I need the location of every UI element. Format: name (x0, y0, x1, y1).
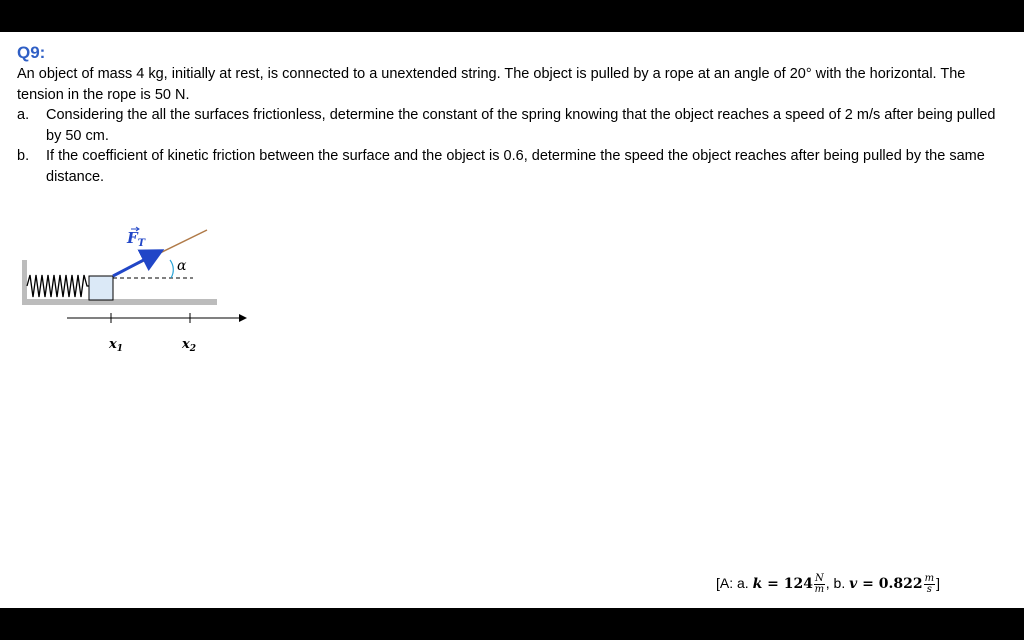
angle-label: α (177, 258, 187, 274)
x2-label: $x_2$ (182, 337, 197, 354)
answer-v-value: 0.822 (878, 576, 923, 593)
force-letter: F (127, 229, 138, 247)
angle-arc (170, 260, 173, 278)
wall (22, 260, 27, 302)
problem-intro: An object of mass 4 kg, initially at rest, is connected to a unextended string. The object is pulled by a rope at an angle of 20° with the horizontal. The tension in the rope is 50 N. (17, 66, 966, 103)
force-subscript: T (137, 238, 146, 249)
answer-close: ] (936, 575, 940, 592)
part-b-marker: b. (17, 148, 30, 164)
answer-k-variable: k (752, 576, 763, 593)
part-a-marker: a. (17, 107, 30, 123)
tension-force-arrow (113, 252, 159, 276)
answer-v-unit: $\frac{m}{s}$ (924, 573, 935, 595)
floor (22, 299, 217, 305)
bottom-letterbox (0, 608, 1024, 640)
block (89, 276, 113, 300)
part-b-text: If the coefficient of kinetic friction between the surface and the object is 0.6, determine the speed the object reaches after being pulled by the same distance. (46, 148, 985, 185)
answer-k-unit: $\frac{N}{m}$ (814, 573, 825, 595)
top-letterbox (0, 0, 1024, 32)
answer-v-variable: v (849, 576, 858, 593)
part-a-text: Considering the all the surfaces frictionless, determine the constant of the spring knowing that the object reaches a speed of 2 m/s after being pulled by 50 cm. (46, 107, 996, 144)
slide (0, 32, 1024, 608)
answer-open: [A: a. (716, 575, 753, 592)
answer-key: [A: a. k = 124 $\frac{N}{m}$ , b. v = 0.822 $\frac{m}{s}$ ] (716, 573, 940, 595)
force-label (126, 229, 147, 249)
answer-k-value: 124 (783, 576, 813, 593)
x1-label: $x_1$ (109, 337, 124, 354)
question-title: Q9: (17, 43, 46, 62)
answer-separator: , b. (825, 575, 850, 592)
spring-block-diagram (0, 32, 1024, 608)
spring (27, 275, 89, 297)
